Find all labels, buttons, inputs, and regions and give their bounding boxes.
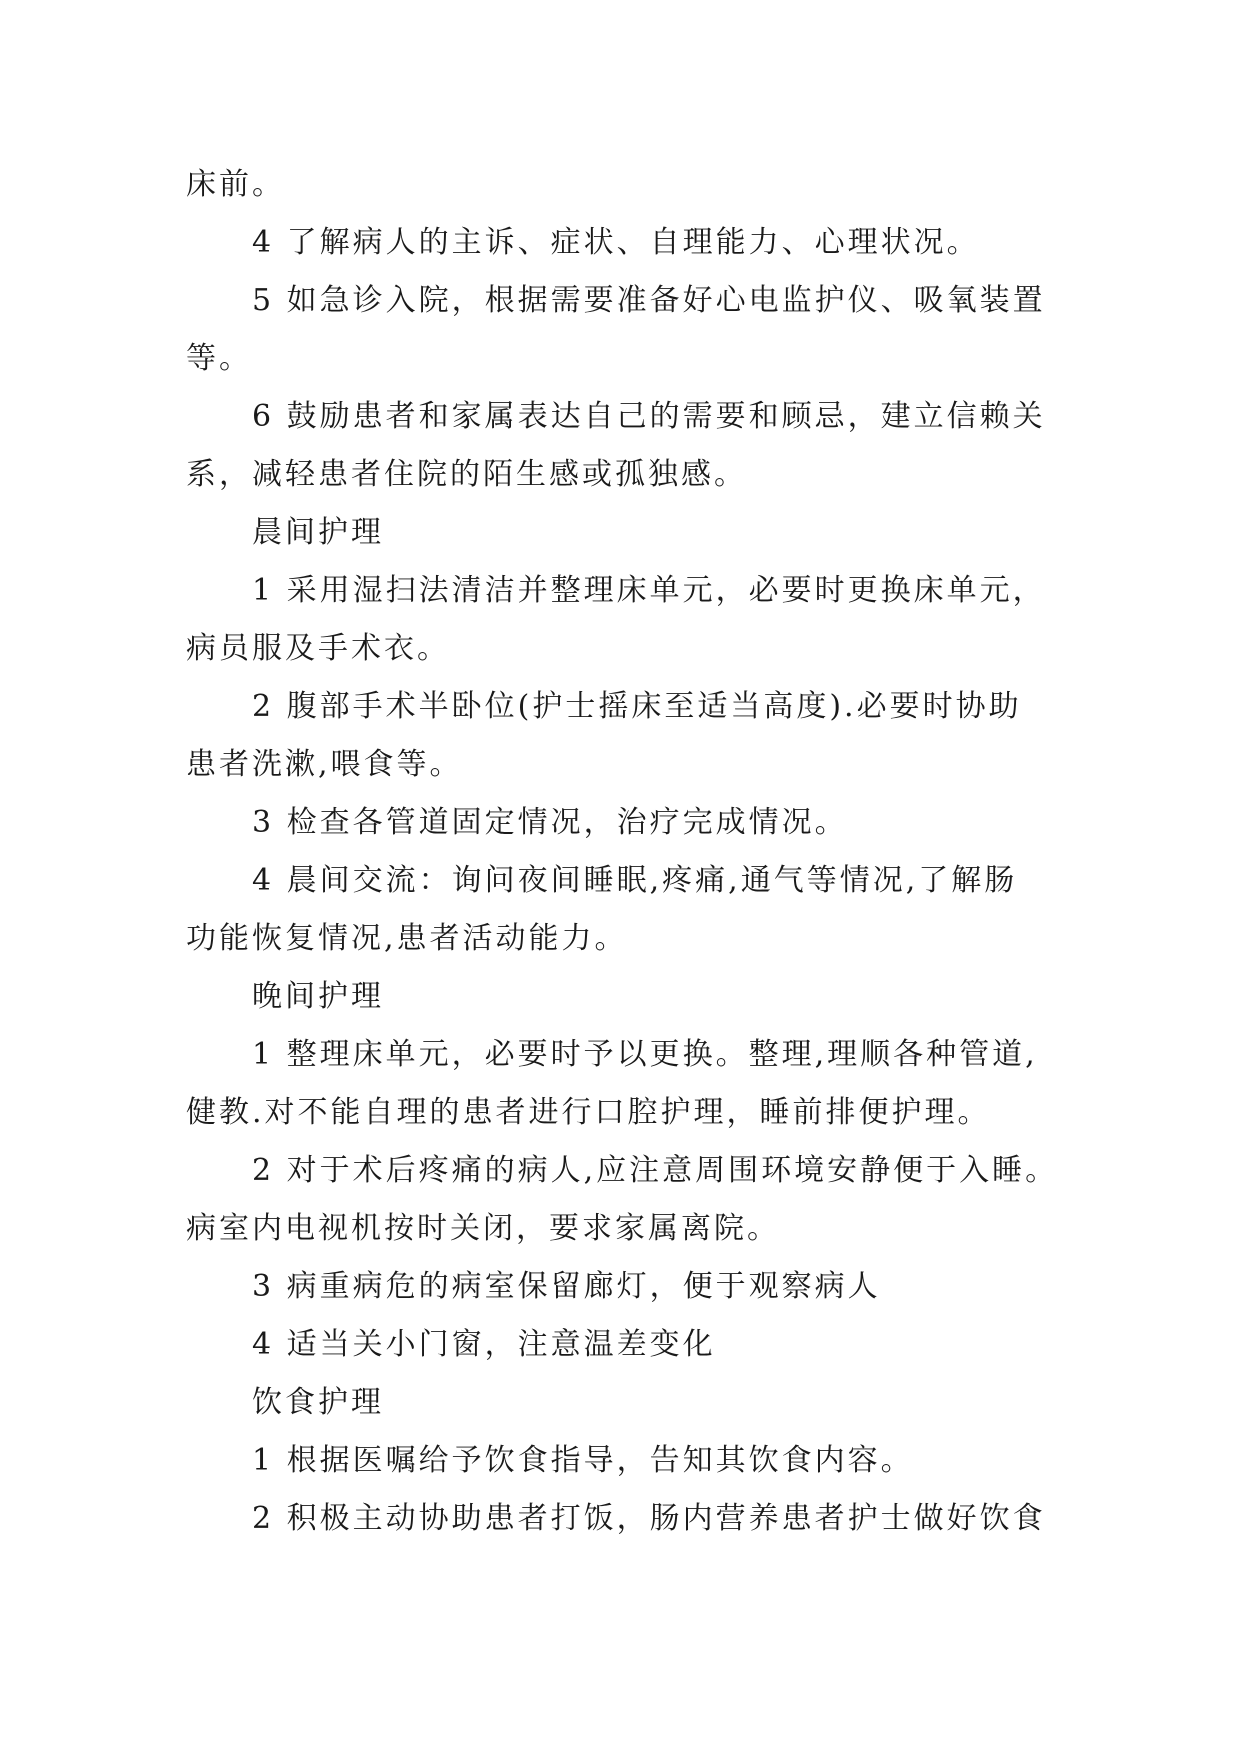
text-line: 5 如急诊入院，根据需要准备好心电监护仪、吸氧装置 bbox=[252, 283, 1046, 318]
document-body bbox=[186, 156, 1066, 1548]
text-line: 1 采用湿扫法清洁并整理床单元，必要时更换床单元， bbox=[252, 573, 1046, 608]
text-line: 系，减轻患者住院的陌生感或孤独感。 bbox=[186, 457, 747, 492]
text-line: 健教.对不能自理的患者进行口腔护理，睡前排便护理。 bbox=[186, 1095, 991, 1130]
section-heading-evening-care: 晚间护理 bbox=[252, 979, 384, 1014]
text-line: 床前。 bbox=[186, 167, 285, 202]
text-line: 1 根据医嘱给予饮食指导，告知其饮食内容。 bbox=[252, 1443, 914, 1478]
text-line: 4 适当关小门窗，注意温差变化 bbox=[252, 1327, 716, 1362]
text-line: 病室内电视机按时关闭，要求家属离院。 bbox=[186, 1211, 780, 1246]
text-line: 等。 bbox=[186, 341, 252, 376]
text-line: 2 积极主动协助患者打饭，肠内营养患者护士做好饮食 bbox=[252, 1501, 1046, 1536]
text-line: 6 鼓励患者和家属表达自己的需要和顾忌，建立信赖关 bbox=[252, 399, 1046, 434]
text-line: 3 病重病危的病室保留廊灯，便于观察病人 bbox=[252, 1269, 881, 1304]
text-line: 4 了解病人的主诉、症状、自理能力、心理状况。 bbox=[252, 225, 980, 260]
text-line: 1 整理床单元，必要时予以更换。整理,理顺各种管道, bbox=[252, 1037, 1038, 1072]
section-heading-diet-care: 饮食护理 bbox=[252, 1385, 384, 1420]
section-heading-morning-care: 晨间护理 bbox=[252, 515, 384, 550]
text-line: 患者洗漱,喂食等。 bbox=[186, 747, 463, 782]
text-line: 功能恢复情况,患者活动能力。 bbox=[186, 921, 628, 956]
text-line: 病员服及手术衣。 bbox=[186, 631, 450, 666]
text-line: 4 晨间交流：询问夜间睡眠,疼痛,通气等情况,了解肠 bbox=[252, 863, 1018, 898]
text-line: 2 腹部手术半卧位(护士摇床至适当高度).必要时协助 bbox=[252, 689, 1022, 724]
text-line: 2 对于术后疼痛的病人,应注意周围环境安静便于入睡。 bbox=[252, 1153, 1059, 1188]
text-line: 3 检查各管道固定情况，治疗完成情况。 bbox=[252, 805, 848, 840]
